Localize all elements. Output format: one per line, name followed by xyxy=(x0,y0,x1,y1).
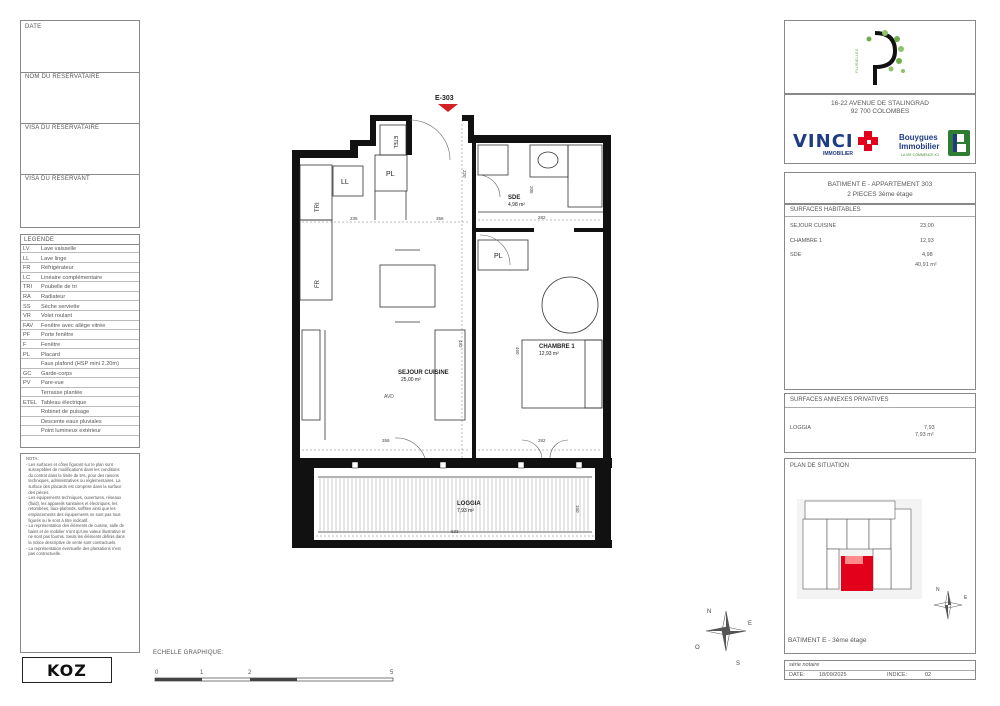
legend-desc: Poubelle de tri xyxy=(41,284,77,291)
legend-row xyxy=(21,418,139,426)
dim-205: 205 xyxy=(529,186,534,194)
nota-line: (fluid), les appareils sanitaires et électriques, les xyxy=(26,500,118,506)
legend-row xyxy=(21,408,139,416)
indice-label: INDICE: xyxy=(887,672,908,678)
dim-358: 358 xyxy=(382,438,390,443)
legend-row xyxy=(21,379,139,387)
nota-line: surface des placards est comprise dans la surface xyxy=(26,483,122,489)
field-visa-reservataire-label: VISA DU RESERVATAIRE xyxy=(25,125,100,131)
compass-rose-main xyxy=(690,595,770,675)
legend-row xyxy=(21,341,139,349)
field-date-label: DATE xyxy=(25,24,42,30)
nota-line: du contrat dans la limite de 5%, pour des raisons xyxy=(26,472,119,478)
legend-desc: Placard xyxy=(41,351,60,358)
legend-row xyxy=(21,370,139,378)
serie-box xyxy=(784,660,976,680)
indice-value: 02 xyxy=(925,672,932,678)
nota-line: susceptibles de modifications dans les conditions xyxy=(26,467,120,473)
legend-code: VR xyxy=(23,313,31,320)
koz-logo-text: KOZ xyxy=(47,661,87,680)
legend-row xyxy=(21,264,139,272)
bouygues-logo-line2: Immobilier xyxy=(899,142,940,151)
fr-label: FR xyxy=(315,280,321,288)
legend-row xyxy=(21,274,139,282)
plan-situation-title: PLAN DE SITUATION xyxy=(790,463,849,469)
ll-label: LL xyxy=(341,179,349,186)
legend-row xyxy=(21,427,139,435)
legend-code: SS xyxy=(23,303,31,310)
bouygues-logo-line1: Bouygues xyxy=(899,133,938,142)
nota-line: la notice descriptive de vente sont contractuels. xyxy=(26,539,117,545)
dim-282-chambre: 282 xyxy=(538,438,546,443)
room-sde-area: 4,98 m² xyxy=(508,202,525,208)
legend-desc: Descente eaux pluviales xyxy=(41,418,102,425)
legend-desc: Sèche serviette xyxy=(41,303,80,310)
legend-row xyxy=(21,331,139,339)
surface-name-chambre: CHAMBRE 1 xyxy=(790,238,823,244)
legend-desc: Robinet de puisage xyxy=(41,409,90,416)
legend-row xyxy=(21,245,139,253)
legend-row xyxy=(21,351,139,359)
pl-label-1: PL xyxy=(386,171,395,178)
legend-desc: Radiateur xyxy=(41,294,66,300)
legend-code: PF xyxy=(23,332,31,339)
surfaces-annexes-box xyxy=(784,393,976,453)
compass-n: N xyxy=(707,609,712,615)
address-box xyxy=(784,94,976,164)
dim-220: 220 xyxy=(462,170,467,178)
nota-line: techniques, administratives ou réglementaires. La xyxy=(26,478,121,484)
legend-desc: Fenêtre xyxy=(41,342,61,348)
room-loggia-name: LOGGIA xyxy=(457,501,481,507)
surface-value-chambre: 12,93 xyxy=(920,238,934,244)
scale-tick-2: 2 xyxy=(248,670,252,676)
scale-tick-0: 0 xyxy=(155,670,159,676)
room-loggia-area: 7,93 m² xyxy=(457,508,474,514)
legend-row xyxy=(21,360,139,368)
legend-row xyxy=(21,303,139,311)
legend-desc: Réfrigérateur xyxy=(41,265,74,272)
annexe-name-loggia: LOGGIA xyxy=(790,425,812,431)
compass-rose-situation xyxy=(926,581,976,631)
scale-tick-3: 5 xyxy=(390,670,394,676)
compass-e: E xyxy=(748,621,753,627)
legend-title: LEGENDE xyxy=(24,237,55,243)
annexe-value-loggia: 7,93 xyxy=(924,425,935,431)
legend-code: LL xyxy=(23,255,30,262)
legend-row xyxy=(21,399,139,407)
nota-line: - Les équipements techniques, ouvertures, réseaux xyxy=(26,495,122,501)
legend-code: PL xyxy=(23,351,30,358)
legend-code: TRI xyxy=(23,284,33,291)
nota-line: bains et de mobilier n'ont qu'une valeur illustrative et xyxy=(26,528,126,534)
pl-label-2: PL xyxy=(494,253,503,260)
legend-desc: Faux plafond (HSP mini 2.20m) xyxy=(41,361,119,368)
address-line-2: 92 700 COLOMBES xyxy=(850,108,910,115)
nota-line: NOTA : xyxy=(26,456,40,461)
date-label: DATE: xyxy=(789,672,805,678)
vinci-cross-icon xyxy=(857,130,879,152)
nota-box xyxy=(20,453,140,653)
plan-situation-caption: BATIMENT E - 3ème étage xyxy=(788,637,867,644)
surfaces-habitables-box xyxy=(784,204,976,390)
plan-situation-box xyxy=(784,458,976,654)
legend-desc: Lave linge xyxy=(41,255,67,262)
room-sejour-name: SEJOUR CUISINE xyxy=(398,370,449,376)
bouygues-tagline: LA VIE COMMENCE ICI xyxy=(901,153,939,157)
legend-code: FR xyxy=(23,265,31,272)
legend-desc: Fenêtre avec allège vitrée xyxy=(41,322,106,329)
compass-o: O xyxy=(695,645,700,651)
legend-code: GC xyxy=(23,370,32,377)
nota-line: figurés ou le sont à titre indicatif. xyxy=(26,517,89,523)
room-sde-name: SDE xyxy=(508,195,521,201)
serie-notaire: série notaire xyxy=(789,662,820,668)
legend-code: RA xyxy=(23,294,31,300)
annexes-total: 7,93 m² xyxy=(915,432,934,438)
avd-label: AVD xyxy=(384,394,394,400)
situation-map xyxy=(797,499,922,599)
bouygues-b-icon xyxy=(947,129,971,157)
nota-line: emplacements des équipements ne sont pas tous xyxy=(26,511,121,517)
plurielles-logo-icon xyxy=(855,25,910,91)
surface-name-sejour: SEJOUR CUISINE xyxy=(790,223,837,229)
dim-492: 492 xyxy=(458,340,463,348)
room-chambre-name: CHAMBRE 1 xyxy=(539,344,575,350)
scale-label: ECHELLE GRAPHIQUE: xyxy=(153,650,224,656)
legend-desc: Lave vaisselle xyxy=(41,246,77,252)
legend-desc: Terrasse plantée xyxy=(41,390,83,396)
compass-s: S xyxy=(736,661,741,667)
field-visa-reservant-label: VISA DU RESERVANT xyxy=(25,176,90,182)
legend-desc: Pare-vue xyxy=(41,380,64,387)
surfaces-total: 40,91 m² xyxy=(915,262,937,268)
nota-line: - Les surfaces et côtes figurant sur le plan sont xyxy=(26,461,113,467)
floor-plan xyxy=(285,85,625,555)
surface-name-sde: SDE xyxy=(790,252,802,258)
address-line-1: 16-22 AVENUE DE STALINGRAD xyxy=(830,100,929,107)
koz-logo xyxy=(22,657,112,683)
nota-line: - La représentation des éléments de cuisine, salle de xyxy=(26,523,124,529)
graphic-scale xyxy=(150,666,400,686)
room-chambre-area: 12,93 m² xyxy=(539,351,559,357)
logo-box xyxy=(784,20,976,94)
plurielles-logo-text: PLURIELLES xyxy=(854,48,859,73)
legend-desc: Linéaire complémentaire xyxy=(41,274,103,281)
dim-235: 235 xyxy=(350,216,358,221)
legend-row xyxy=(21,312,139,320)
tri-label: TRI xyxy=(315,202,321,212)
legend-code: FAV xyxy=(23,322,34,329)
dim-633: 633 xyxy=(451,529,459,534)
legend-code: LC xyxy=(23,274,31,281)
legend-desc: Volet roulant xyxy=(41,313,73,320)
nota-line: des pièces. xyxy=(26,489,50,495)
batiment-subtitle: 2 PIECES 3ème étage xyxy=(847,191,913,198)
nota-line: retombées, faux-plafonds, soffites ainsi que les xyxy=(26,506,116,512)
legend-row xyxy=(21,322,139,330)
dim-282-sde: 282 xyxy=(538,215,546,220)
surfaces-annexes-title: SURFACES ANNEXES PRIVATIVES xyxy=(790,397,889,403)
legend-desc: Porte fenêtre xyxy=(41,332,74,339)
surfaces-habitables-title: SURFACES HABITABLES xyxy=(790,207,861,213)
scale-tick-1: 1 xyxy=(200,670,204,676)
legend-row xyxy=(21,283,139,291)
dim-150: 150 xyxy=(575,505,580,513)
legend-code: PV xyxy=(23,380,31,387)
dim-356: 356 xyxy=(436,216,444,221)
room-sejour-area: 25,00 m² xyxy=(401,377,421,383)
legend-box xyxy=(20,234,140,448)
legend-desc: Tableau électrique xyxy=(41,399,87,406)
nota-line: ne sont pas fournis. Seuls les éléments définis dans xyxy=(26,534,125,540)
batiment-title: BATIMENT E - APPARTEMENT 303 xyxy=(827,181,933,188)
legend-code: F xyxy=(23,342,27,348)
nota-text xyxy=(26,456,138,557)
legend-code: ETEL xyxy=(23,399,37,406)
legend-desc: Garde-corps xyxy=(41,370,73,377)
vinci-logo-sub: IMMOBILIER xyxy=(823,151,853,157)
entrance-arrow-icon xyxy=(438,104,458,112)
reservation-form xyxy=(20,20,140,228)
dim-460: 460 xyxy=(515,347,520,355)
legend-code: LV xyxy=(23,246,30,252)
nota-line: - La représentation éventuelle des plantations n'est xyxy=(26,545,121,551)
legend-row xyxy=(21,389,139,397)
unit-tag: E-303 xyxy=(435,95,454,102)
vinci-logo-text: VINCI xyxy=(793,131,854,152)
surface-value-sejour: 23,00 xyxy=(920,223,934,229)
etel-label: ETEL xyxy=(392,136,398,149)
situation-compass-n: N xyxy=(936,587,940,593)
legend-list xyxy=(21,245,139,445)
legend-desc: Point lumineux extérieur xyxy=(41,428,102,435)
legend-row xyxy=(21,293,139,301)
field-nom-label: NOM DU RESERVATAIRE xyxy=(25,74,100,80)
surface-value-sde: 4,98 xyxy=(922,252,933,258)
batiment-box xyxy=(784,172,976,204)
date-value: 18/09/2025 xyxy=(819,672,847,678)
legend-row xyxy=(21,255,139,263)
nota-line: pas contractuelle. xyxy=(26,551,62,557)
situation-compass-e: E xyxy=(964,595,968,601)
